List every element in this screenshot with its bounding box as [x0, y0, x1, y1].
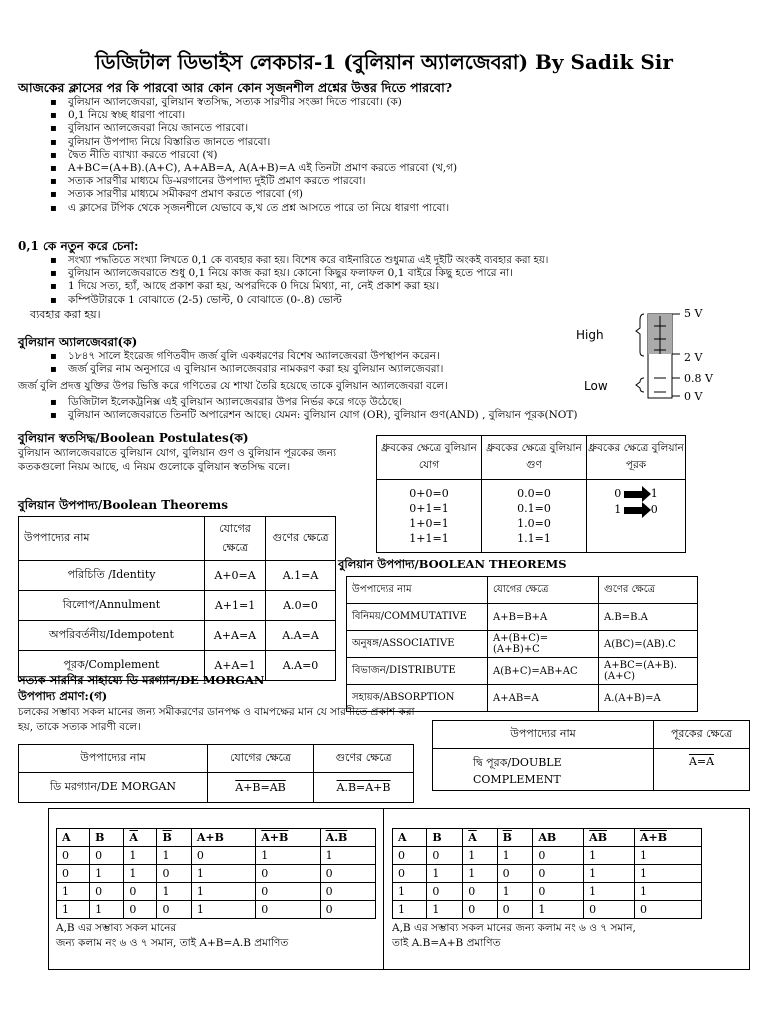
- table-cell: অনুষঙ্গ/ASSOCIATIVE: [347, 631, 488, 658]
- table-row: [19, 621, 336, 651]
- intro-heading: আজকের ক্লাসের পর কি পারবো আর কোন কোন সৃজনশীল প্রশ্নের উত্তর দিতে পারবো?: [18, 80, 453, 95]
- table-cell: 0: [320, 865, 375, 883]
- postulate-header-add: ধ্রুবকের ক্ষেত্রে বুলিয়ান যোগ: [377, 436, 482, 480]
- list-item: ▪ 1 দিয়ে সত্য, হ্যাঁ, আছে প্রকাশ করা হয়, অপরদিকে 0 দিয়ে মিথ্যা, না, নেই প্রকাশ করা হয়।: [18, 280, 548, 293]
- table-cell: 1: [57, 901, 90, 919]
- table-cell: 0: [497, 901, 533, 919]
- table-cell: A+B=AB: [208, 773, 314, 803]
- table-cell: 1: [191, 883, 255, 901]
- table-cell: 1: [191, 865, 255, 883]
- table-row: [393, 901, 702, 919]
- table-cell: 1: [427, 865, 463, 883]
- voltage-bar-graphic: [614, 306, 724, 406]
- table-header: পূরকের ক্ষেত্রে: [654, 721, 750, 749]
- table-cell: 1: [124, 847, 157, 865]
- table-cell: বিলোপ/Annulment: [19, 591, 205, 621]
- table-cell: 0: [393, 847, 427, 865]
- table-cell: 1: [90, 865, 124, 883]
- table-cell: 0: [157, 901, 191, 919]
- truth-heading-2: উপপাদ্য প্রমাণ:(গ): [18, 689, 108, 703]
- postulate-value: 1+0=1: [409, 517, 449, 530]
- list-item: ▪ 0,1 নিয়ে স্বচ্ছ ধারণা পাবো।: [18, 109, 457, 122]
- table-header: গুণের ক্ষেত্রে: [266, 517, 336, 561]
- truth-table-1-note-2: জন্য কলাম নং ৬ ও ৭ সমান, তাই A+B=A.B প্রমাণিত: [56, 937, 289, 949]
- postulate-add-cell: [377, 480, 482, 553]
- table-header: $\overline{A}$: [124, 829, 157, 847]
- postulate-value: 1+1=1: [409, 532, 449, 545]
- table-cell: A+1=1: [205, 591, 266, 621]
- list-item: ▪ সত্যক সারণীর মাধ্যমে সমীকরণ প্রমাণ করতে পারবো (গ): [18, 188, 457, 201]
- truth-table-2-note-2: তাই A.B=A+B প্রমাণিত: [392, 937, 501, 949]
- table-cell: 1: [497, 847, 533, 865]
- postulates-heading: বুলিয়ান স্বতসিদ্ধ/Boolean Postulates(ক): [18, 431, 249, 445]
- table-row: [393, 865, 702, 883]
- table-cell: 0: [320, 901, 375, 919]
- table-cell: 1: [57, 883, 90, 901]
- table-cell: 0: [427, 883, 463, 901]
- table-header: A+B: [634, 829, 701, 847]
- table-cell: A+A=A: [205, 621, 266, 651]
- table-row: [57, 883, 376, 901]
- table-cell: 0: [256, 901, 320, 919]
- list-item: ▪ সংখ্যা পদ্ধতিতে সংখ্যা লিখতে 0,1 কে ব্যবহার করা হয়। বিশেষ করে বাইনারিতে শুধুমাত্র এই দুইটি অংকই ব্যবহার করা হয়।: [18, 254, 548, 267]
- table-cell: 0: [533, 847, 584, 865]
- table-cell: A+BC=(A+B).(A+C): [599, 658, 698, 685]
- table-cell: 1: [463, 865, 497, 883]
- table-header: B: [427, 829, 463, 847]
- list-item: ▪ সত্যক সারণীর মাধ্যমে ডি-মরগানের উপপাদ্য দুইটি প্রমাণ করতে পারবো।: [18, 175, 457, 188]
- postulate-value: 1.1=1: [517, 532, 551, 545]
- table-cell: 0: [497, 865, 533, 883]
- table-header: উপপাদ্যের নাম: [19, 517, 205, 561]
- truth-table-1-note: A,B এর সম্ভাব্য সকল মানের: [56, 922, 177, 934]
- voltage-08v: 0.8 V: [684, 372, 713, 385]
- voltage-0v: 0 V: [684, 390, 703, 403]
- table-cell: A+B=B+A: [488, 604, 599, 631]
- list-item: ▪ বুলিয়ান অ্যালজেবরাতে তিনটি অপারেশন আছে। যেমন: বুলিয়ান যোগ (OR), বুলিয়ান গুণ(AND) , বুলিয়ান পূরক(NOT): [18, 409, 578, 422]
- truth-text: চলকের সম্ভাব্য সকল মানের জন্য সমীকরণের ডানপক্ষ ও বামপক্ষের মান যে সারণীতে প্রকাশ করা হয়, তাকে সত্যক সারণী বলে।: [18, 706, 415, 733]
- table-cell: 0: [634, 901, 701, 919]
- table-header: উপপাদ্যের নাম: [347, 577, 488, 604]
- table-cell: 1: [124, 865, 157, 883]
- table-row: [19, 591, 336, 621]
- algebra-list: [18, 350, 443, 376]
- table-row: [57, 847, 376, 865]
- table-cell: 1: [584, 883, 635, 901]
- postulate-header-comp: ধ্রুবকের ক্ষেত্রে বুলিয়ান পূরক: [587, 436, 686, 480]
- postulate-value: 1: [614, 503, 622, 516]
- table-header: উপপাদ্যের নাম: [433, 721, 654, 749]
- table-row: [347, 658, 698, 685]
- list-item: ▪ বুলিয়ান অ্যালজেবরাতে শুধু 0,1 নিয়ে কাজ করা হয়। কোনো কিছুর ফলাফল 0,1 বাইরে কিছু হতে পারে না।: [18, 267, 548, 280]
- table-cell: A+AB=A: [488, 685, 599, 712]
- table-cell: 1: [497, 883, 533, 901]
- algebra-heading: বুলিয়ান অ্যালজেবরা(ক): [18, 335, 138, 349]
- table-cell: 1: [393, 901, 427, 919]
- arrow-right-icon: [624, 507, 644, 514]
- table-cell: অপরিবর্তনীয়/Idempotent: [19, 621, 205, 651]
- table-cell: 0: [256, 865, 320, 883]
- table-cell: 1: [634, 847, 701, 865]
- table-cell: 1: [157, 883, 191, 901]
- postulate-value: 1: [650, 487, 658, 500]
- divider: [383, 809, 384, 969]
- postulate-value: 0: [614, 487, 622, 500]
- voltage-2v: 2 V: [684, 351, 703, 364]
- truth-table-1: [56, 828, 376, 919]
- table-cell: দ্বি পূরক/DOUBLE COMPLEMENT: [433, 749, 654, 791]
- table-row: [433, 749, 750, 791]
- truth-table-2: [392, 828, 702, 919]
- voltage-5v: 5 V: [684, 307, 703, 320]
- table-cell: A.B=B.A: [599, 604, 698, 631]
- table-cell: 1: [320, 847, 375, 865]
- table-cell: 1: [584, 865, 635, 883]
- table-cell: 0: [57, 865, 90, 883]
- table-header: AB: [533, 829, 584, 847]
- postulate-value: 0: [650, 503, 658, 516]
- table-header: A+B: [191, 829, 255, 847]
- table-cell: 1: [157, 847, 191, 865]
- zero-one-list: [18, 254, 548, 307]
- table-cell: 1: [634, 865, 701, 883]
- table-cell: A.A=0: [266, 651, 336, 681]
- table-header: $\overline{B}$: [157, 829, 191, 847]
- table-header: গুণের ক্ষেত্রে: [314, 745, 414, 773]
- table-cell: 0: [90, 847, 124, 865]
- table-cell: A.(A+B)=A: [599, 685, 698, 712]
- table-cell: 1: [256, 847, 320, 865]
- table-header: যোগের ক্ষেত্রে: [208, 745, 314, 773]
- table-header: A: [57, 829, 90, 847]
- algebra-paragraph: জর্জ বুলি প্রদত্ত যুক্তির উপর ভিত্তি করে গণিতের যে শাখা তৈরি হয়েছে তাকে বুলিয়ান অ্যালজেবরা বলে।: [18, 380, 448, 392]
- zero-one-continuation: ব্যবহার করা হয়।: [30, 308, 101, 321]
- table-row: [393, 883, 702, 901]
- table-cell: বিনিময়/COMMUTATIVE: [347, 604, 488, 631]
- table-row: [347, 631, 698, 658]
- table-row: [19, 561, 336, 591]
- postulate-value: 0.1=0: [517, 502, 551, 515]
- list-item: ▪ ডিজিটাল ইলেকট্রনিক্স এই বুলিয়ান অ্যালজেবরার উপর নির্ভর করে গড়ে উঠেছে।: [18, 396, 578, 409]
- table-header: যোগের ক্ষেত্রে: [488, 577, 599, 604]
- list-item: ▪ বুলিয়ান উপপাদ্য নিয়ে বিস্তারিত জানতে পারবো।: [18, 136, 457, 149]
- table-cell: 1: [584, 847, 635, 865]
- table-cell: 0: [320, 883, 375, 901]
- list-item: ▪ দ্বৈত নীতি ব্যাখ্যা করতে পারবো (খ): [18, 149, 457, 162]
- table-header: গুণের ক্ষেত্রে: [599, 577, 698, 604]
- theorems2-heading: বুলিয়ান উপপাদ্য/BOOLEAN THEOREMS: [338, 557, 567, 571]
- intro-list: [18, 96, 457, 215]
- postulates-text: বুলিয়ান অ্যালজেবরাতে বুলিয়ান যোগ, বুলিয়ান গুণ ও বুলিয়ান পূরকের জন্য কতকগুলো নিয়ম আছে, এ নিয়ম গুলোকে বুলিয়ান স্বতসিদ্ধ বলে।: [18, 447, 337, 473]
- table-cell: 0: [90, 883, 124, 901]
- table-cell: 1: [533, 901, 584, 919]
- postulate-header-mul: ধ্রুবকের ক্ষেত্রে বুলিয়ান গুণ: [482, 436, 587, 480]
- table-header: A: [393, 829, 427, 847]
- list-item: ▪ A+BC=(A+B).(A+C), A+AB=A, A(A+B)=A এই তিনটা প্রমাণ করতে পারবো (খ,গ): [18, 162, 457, 175]
- table-cell: পূরক/Complement: [19, 651, 205, 681]
- list-item: ▪ কম্পিউটারকে 1 বোঝাতে (2-5) ভোল্ট, 0 বোঝাতে (0-.8) ভোল্ট: [18, 294, 548, 307]
- theorems1-table: [18, 516, 336, 681]
- table-cell: 0: [584, 901, 635, 919]
- table-cell: 0: [533, 865, 584, 883]
- postulate-value: 1.0=0: [517, 517, 551, 530]
- zero-one-heading: 0,1 কে নতুন করে চেনা:: [18, 239, 139, 253]
- algebra-list-2: [18, 396, 578, 422]
- table-cell: 0: [57, 847, 90, 865]
- table-cell: 0: [463, 901, 497, 919]
- table-cell: A.A=A: [266, 621, 336, 651]
- table-cell: A.0=0: [266, 591, 336, 621]
- table-row: [347, 604, 698, 631]
- list-item: ▪ জর্জ বুলির নাম অনুসারে এ বুলিয়ান অ্যালজেবরার নামকরণ করা হয় বুলিয়ান অ্যালজেবরা।: [18, 363, 443, 376]
- demorgan-table: [18, 744, 414, 803]
- postulate-value: 0.0=0: [517, 487, 551, 500]
- low-label: Low: [584, 379, 608, 393]
- table-header: $\overline{A}$: [463, 829, 497, 847]
- table-cell: A.1=A: [266, 561, 336, 591]
- table-cell: 0: [393, 865, 427, 883]
- postulate-value: 0+0=0: [409, 487, 449, 500]
- postulates-table: [376, 435, 686, 553]
- theorems2-table: [346, 576, 698, 712]
- arrow-right-icon: [624, 491, 644, 498]
- postulate-comp-cell: [587, 480, 686, 553]
- list-item: ▪ বুলিয়ান অ্যালজেবরা, বুলিয়ান স্বতসিদ্ধ, সত্যক সারণীর সংজ্ঞা দিতে পারবো। (ক): [18, 96, 457, 109]
- table-header: যোগের ক্ষেত্রে: [205, 517, 266, 561]
- table-cell: 1: [634, 883, 701, 901]
- table-header: উপপাদ্যের নাম: [19, 745, 208, 773]
- table-cell: A(BC)=(AB).C: [599, 631, 698, 658]
- table-cell: 1: [393, 883, 427, 901]
- table-cell: 0: [463, 883, 497, 901]
- truth-table-2-note: A,B এর সম্ভাব্য সকল মানের জন্য কলাম নং ৬ ও ৭ সমান,: [392, 922, 636, 934]
- page-title: ডিজিটাল ডিভাইস লেকচার-1 (বুলিয়ান অ্যালজেবরা) By Sadik Sir: [95, 50, 673, 74]
- table-cell: 1: [427, 901, 463, 919]
- table-cell: পরিচিতি /Identity: [19, 561, 205, 591]
- table-header: A+B: [256, 829, 320, 847]
- table-cell: A=A: [654, 749, 750, 791]
- table-cell: 1: [463, 847, 497, 865]
- table-cell: 0: [124, 883, 157, 901]
- table-header: A.B: [320, 829, 375, 847]
- list-item: ▪ এ ক্লাসের টপিক থেকে সৃজনশীলে যেভাবে ক,খ তে প্রশ্ন আসতে পারে তা নিয়ে ধারণা পাবো।: [18, 202, 457, 215]
- postulate-mul-cell: [482, 480, 587, 553]
- table-header: $\overline{AB}$: [584, 829, 635, 847]
- truth-heading: সত্যক সারণির সাহায্যে ডি মরগ্যান/DE MORGAN: [18, 673, 265, 687]
- table-cell: A.B=A+B: [314, 773, 414, 803]
- double-complement-table: [432, 720, 750, 791]
- table-row: [57, 865, 376, 883]
- table-header: B: [90, 829, 124, 847]
- table-cell: 0: [533, 883, 584, 901]
- table-cell: A+A=1: [205, 651, 266, 681]
- table-row: [57, 901, 376, 919]
- table-cell: 1: [191, 901, 255, 919]
- theorems1-heading: বুলিয়ান উপপাদ্য/Boolean Theorems: [18, 498, 228, 512]
- table-cell: 0: [256, 883, 320, 901]
- table-cell: A+(B+C)=(A+B)+C: [488, 631, 599, 658]
- table-cell: ডি মরগ্যান/DE MORGAN: [19, 773, 208, 803]
- table-row: [393, 847, 702, 865]
- table-row: [19, 773, 414, 803]
- table-cell: বিভাজন/DISTRIBUTE: [347, 658, 488, 685]
- table-header: $\overline{B}$: [497, 829, 533, 847]
- table-cell: A(B+C)=AB+AC: [488, 658, 599, 685]
- list-item: ▪ বুলিয়ান অ্যালজেবরা নিয়ে জানতে পারবো।: [18, 122, 457, 135]
- table-cell: 1: [90, 901, 124, 919]
- table-cell: 0: [191, 847, 255, 865]
- list-item: ▪ ১৮৪৭ সালে ইংরেজ গণিতবীদ জর্জ বুলি একধরণের বিশেষ অ্যালজেবরা উপস্থাপন করেন।: [18, 350, 443, 363]
- table-cell: A+0=A: [205, 561, 266, 591]
- table-cell: 0: [427, 847, 463, 865]
- table-cell: সহায়ক/ABSORPTION: [347, 685, 488, 712]
- high-label: High: [576, 328, 604, 342]
- postulate-value: 0+1=1: [409, 502, 449, 515]
- voltage-diagram: [576, 306, 766, 406]
- table-cell: 0: [157, 865, 191, 883]
- table-cell: 0: [124, 901, 157, 919]
